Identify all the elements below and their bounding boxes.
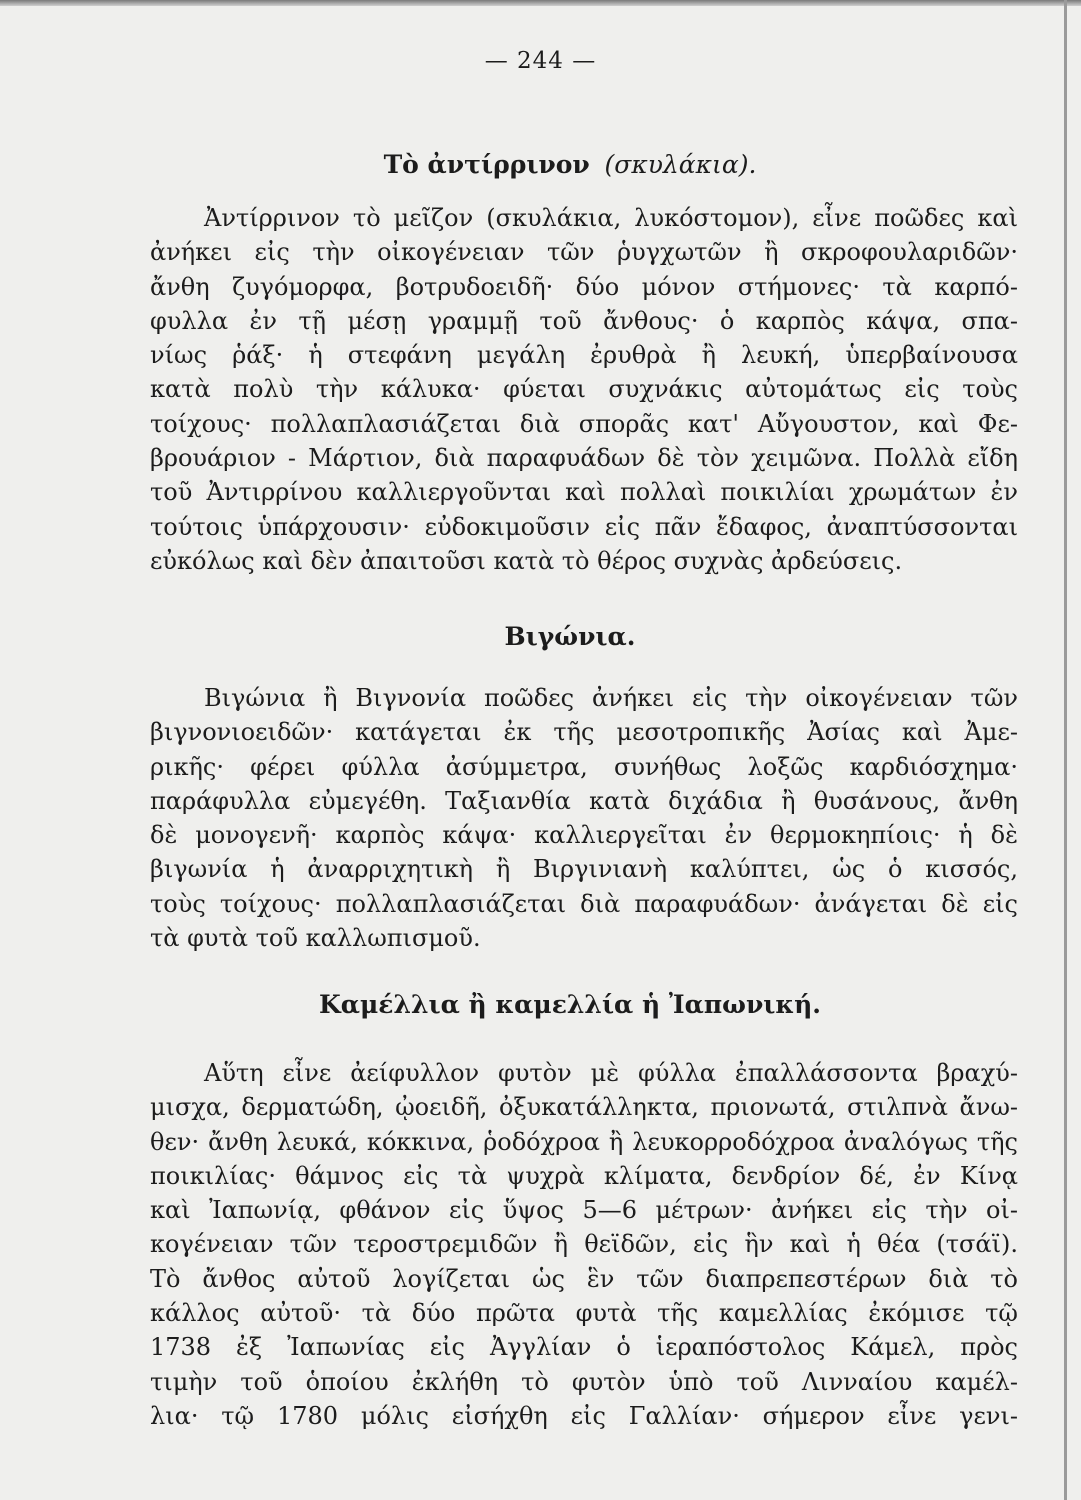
text-line: θεν· ἄνθη λευκά, κόκκινα, ῥοδόχροα ἢ λευκορροδόχροα ἀναλόγως τῆς (150, 1127, 1018, 1156)
text-line: τοίχους· πολλαπλασιάζεται διὰ σπορᾶς κατ' Αὔγουστον, καὶ Φε- (150, 409, 1018, 438)
text-line: λια· τῷ 1780 μόλις εἰσήχθη εἰς Γαλλίαν· σήμερον εἶνε γενι- (150, 1401, 1018, 1430)
text-line: εὐκόλως καὶ δὲν ἀπαιτοῦσι κατὰ τὸ θέρος συχνὰς ἀρδεύσεις. (150, 546, 903, 575)
text-line: Τὸ ἄνθος αὐτοῦ λογίζεται ὡς ἓν τῶν διαπρεπεστέρων διὰ τὸ (150, 1264, 1018, 1293)
text-line: κατὰ πολὺ τὴν κάλυκα· φύεται συχνάκις αὐτομάτως εἰς τοὺς (150, 375, 1018, 404)
text-line: καὶ Ἰαπωνίᾳ, φθάνον εἰς ὕψος 5—6 μέτρων· ἀνήκει εἰς τὴν οἰ- (150, 1196, 1018, 1225)
text-line: ἄνθη ζυγόμορφα, βοτρυδοειδῆ· δύο μόνον στήμονες· τὰ καρπό- (150, 272, 1018, 301)
text-line: Αὕτη εἶνε ἀείφυλλον φυτὸν μὲ φύλλα ἐπαλλάσσοντα βραχύ- (204, 1059, 1018, 1087)
section-title-text: Βιγώνια. (504, 622, 636, 651)
section-body-begonia (150, 681, 1018, 955)
section-subtitle: (σκυλάκια). (604, 150, 757, 179)
text-line: βιγνονιοειδῶν· κατάγεται ἐκ τῆς μεσοτροπικῆς Ἀσίας καὶ Ἀμε- (150, 718, 1018, 747)
section-body-camellia (150, 1056, 1018, 1433)
text-line: παράφυλλα εὐμεγέθη. Ταξιανθία κατὰ διχάδια ἢ θυσάνους, ἄνθη (150, 786, 1018, 815)
text-line: Βιγώνια ἢ Βιγνονία ποῶδες ἀνήκει εἰς τὴν οἰκογένειαν τῶν (204, 684, 1018, 712)
text-line: τοὺς τοίχους· πολλαπλασιάζεται διὰ παραφυάδων· ἀνάγεται δὲ εἰς (150, 889, 1018, 918)
text-line: ποικιλίας· θάμνος εἰς τὰ ψυχρὰ κλίματα, δενδρίον δέ, ἐν Κίνᾳ (150, 1161, 1018, 1190)
section-title-text: Καμέλλια ἢ καμελλία ἡ Ἰαπωνική. (318, 990, 821, 1019)
text-line: βιγωνία ἡ ἀναρριχητικὴ ἢ Βιργινιανὴ καλύπτει, ὡς ὁ κισσός, (150, 855, 1018, 884)
text-line: δὲ μονογενῆ· καρπὸς κάψα· καλλιεργεῖται ἐν θερμοκηπίοις· ἡ δὲ (150, 821, 1018, 850)
text-line: τιμὴν τοῦ ὁποίου ἐκλήθη τὸ φυτὸν ὑπὸ τοῦ Λινναίου καμέλ- (150, 1367, 1018, 1396)
text-line: τοῦ Ἀντιρρίνου καλλιεργοῦνται καὶ πολλαὶ ποικιλίαι χρωμάτων ἐν (150, 478, 1018, 507)
text-line: ρικῆς· φέρει φύλλα ἀσύμμετρα, συνήθως λοξῶς καρδιόσχημα· (150, 752, 1018, 781)
text-line: κογένειαν τῶν τεροστρεμιδῶν ἢ θεϊδῶν, εἰς ἣν καὶ ἡ θέα (τσάϊ). (150, 1230, 1018, 1259)
text-line: τὰ φυτὰ τοῦ καλλωπισμοῦ. (150, 924, 481, 953)
section-body-antirrhinum (150, 201, 1018, 578)
section-title-begonia (120, 622, 1020, 651)
text-line: νίως ῥάξ· ἡ στεφάνη μεγάλη ἐρυθρὰ ἢ λευκή, ὑπερβαίνουσα (150, 341, 1018, 370)
text-line: Ἀντίρρινον τὸ μεῖζον (σκυλάκια, λυκόστομον), εἶνε ποῶδες καὶ (204, 204, 1018, 232)
section-title-antirrhinum (120, 150, 1020, 179)
text-line: 1738 ἐξ Ἰαπωνίας εἰς Ἀγγλίαν ὁ ἱεραπόστολος Κάμελ, πρὸς (150, 1333, 1018, 1362)
text-line: τούτοις ὑπάρχουσιν· εὐδοκιμοῦσιν εἰς πᾶν ἔδαφος, ἀναπτύσσονται (150, 512, 1018, 541)
text-line: φυλλα ἐν τῇ μέσῃ γραμμῇ τοῦ ἄνθους· ὁ καρπὸς κάψα, σπα- (150, 306, 1018, 335)
text-line: βρουάριον - Μάρτιον, διὰ παραφυάδων δὲ τὸν χειμῶνα. Πολλὰ εἴδη (150, 444, 1018, 473)
text-line: ἀνήκει εἰς τὴν οἰκογένειαν τῶν ῥυγχωτῶν ἢ σκροφουλαριδῶν· (150, 238, 1018, 267)
page-edge-top (0, 0, 1081, 6)
page-number: — 244 — (484, 48, 597, 74)
page-edge-right (1064, 0, 1067, 1500)
section-title-camellia (120, 990, 1020, 1019)
section-title-text: Τὸ ἀντίρρινον (383, 150, 590, 179)
text-line: μισχα, δερματώδη, ᾠοειδῆ, ὀξυκατάλληκτα, πριονωτά, στιλπνὰ ἄνω- (150, 1093, 1018, 1122)
text-line: κάλλος αὐτοῦ· τὰ δύο πρῶτα φυτὰ τῆς καμελλίας ἐκόμισε τῷ (150, 1299, 1018, 1328)
